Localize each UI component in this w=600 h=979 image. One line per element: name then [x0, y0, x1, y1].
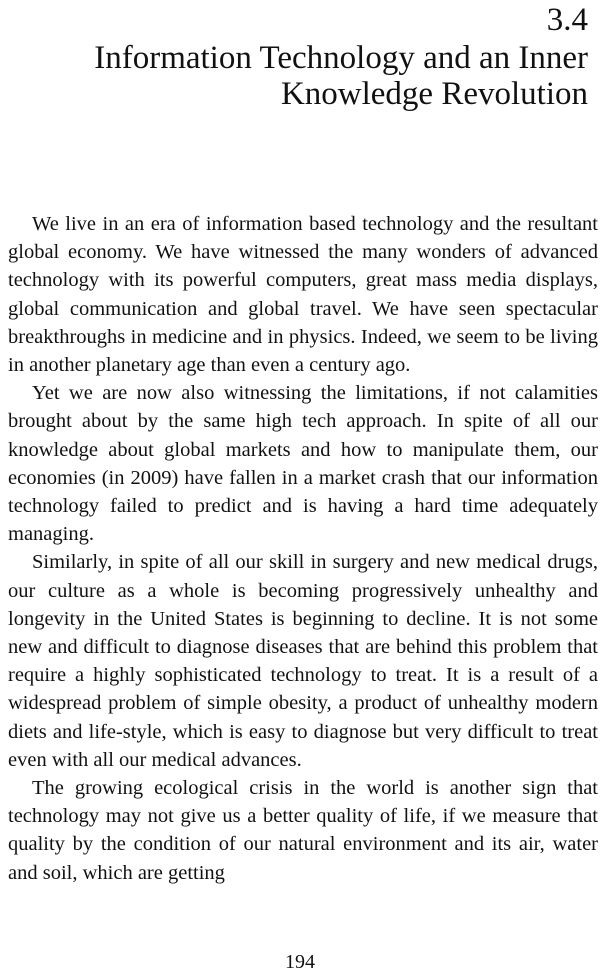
section-heading — [94, 0, 588, 112]
section-number: 3.4 — [546, 2, 588, 38]
section-title-line-1: Information Technology and an Inner — [94, 40, 588, 76]
page-number: 194 — [285, 951, 315, 973]
paragraph-3: Similarly, in spite of all our skill in surgery and new medical drugs, our culture as a whole is becoming progressively unhealthy and longevity in the United States is beginning to decline. It is not some new and difficult to diagnose diseases that are behind this problem that require a highly sophisticated technology to treat. It is a result of a widespread problem of simple obesity, a product of unhealthy modern diets and life-style, which is easy to diagnose but very difficult to treat even with all our medical advances. — [8, 551, 598, 771]
paragraph-4: The growing ecological crisis in the world is another sign that technology may not give us a better quality of life, if we measure that quality by the condition of our natural environment and its air, water and soil, which are getting — [8, 777, 598, 884]
body-text — [8, 210, 598, 887]
section-title-line-2: Knowledge Revolution — [280, 76, 588, 112]
paragraph-2: Yet we are now also witnessing the limitations, if not calamities brought about by the same high tech approach. In spite of all our knowledge about global markets and how to manipulate them, our economies (in 2009) have fallen in a market crash that our information technology failed to predict and is having a hard time adequately managing. — [8, 382, 598, 546]
paragraph-1: We live in an era of information based technology and the resultant global economy. We have witnessed the many wonders of advanced technology with its powerful computers, great mass media displays, global communication and global travel. We have seen spectacular breakthroughs in medicine and in physics. Indeed, we seem to be living in another planetary age than even a century ago. — [8, 213, 598, 377]
